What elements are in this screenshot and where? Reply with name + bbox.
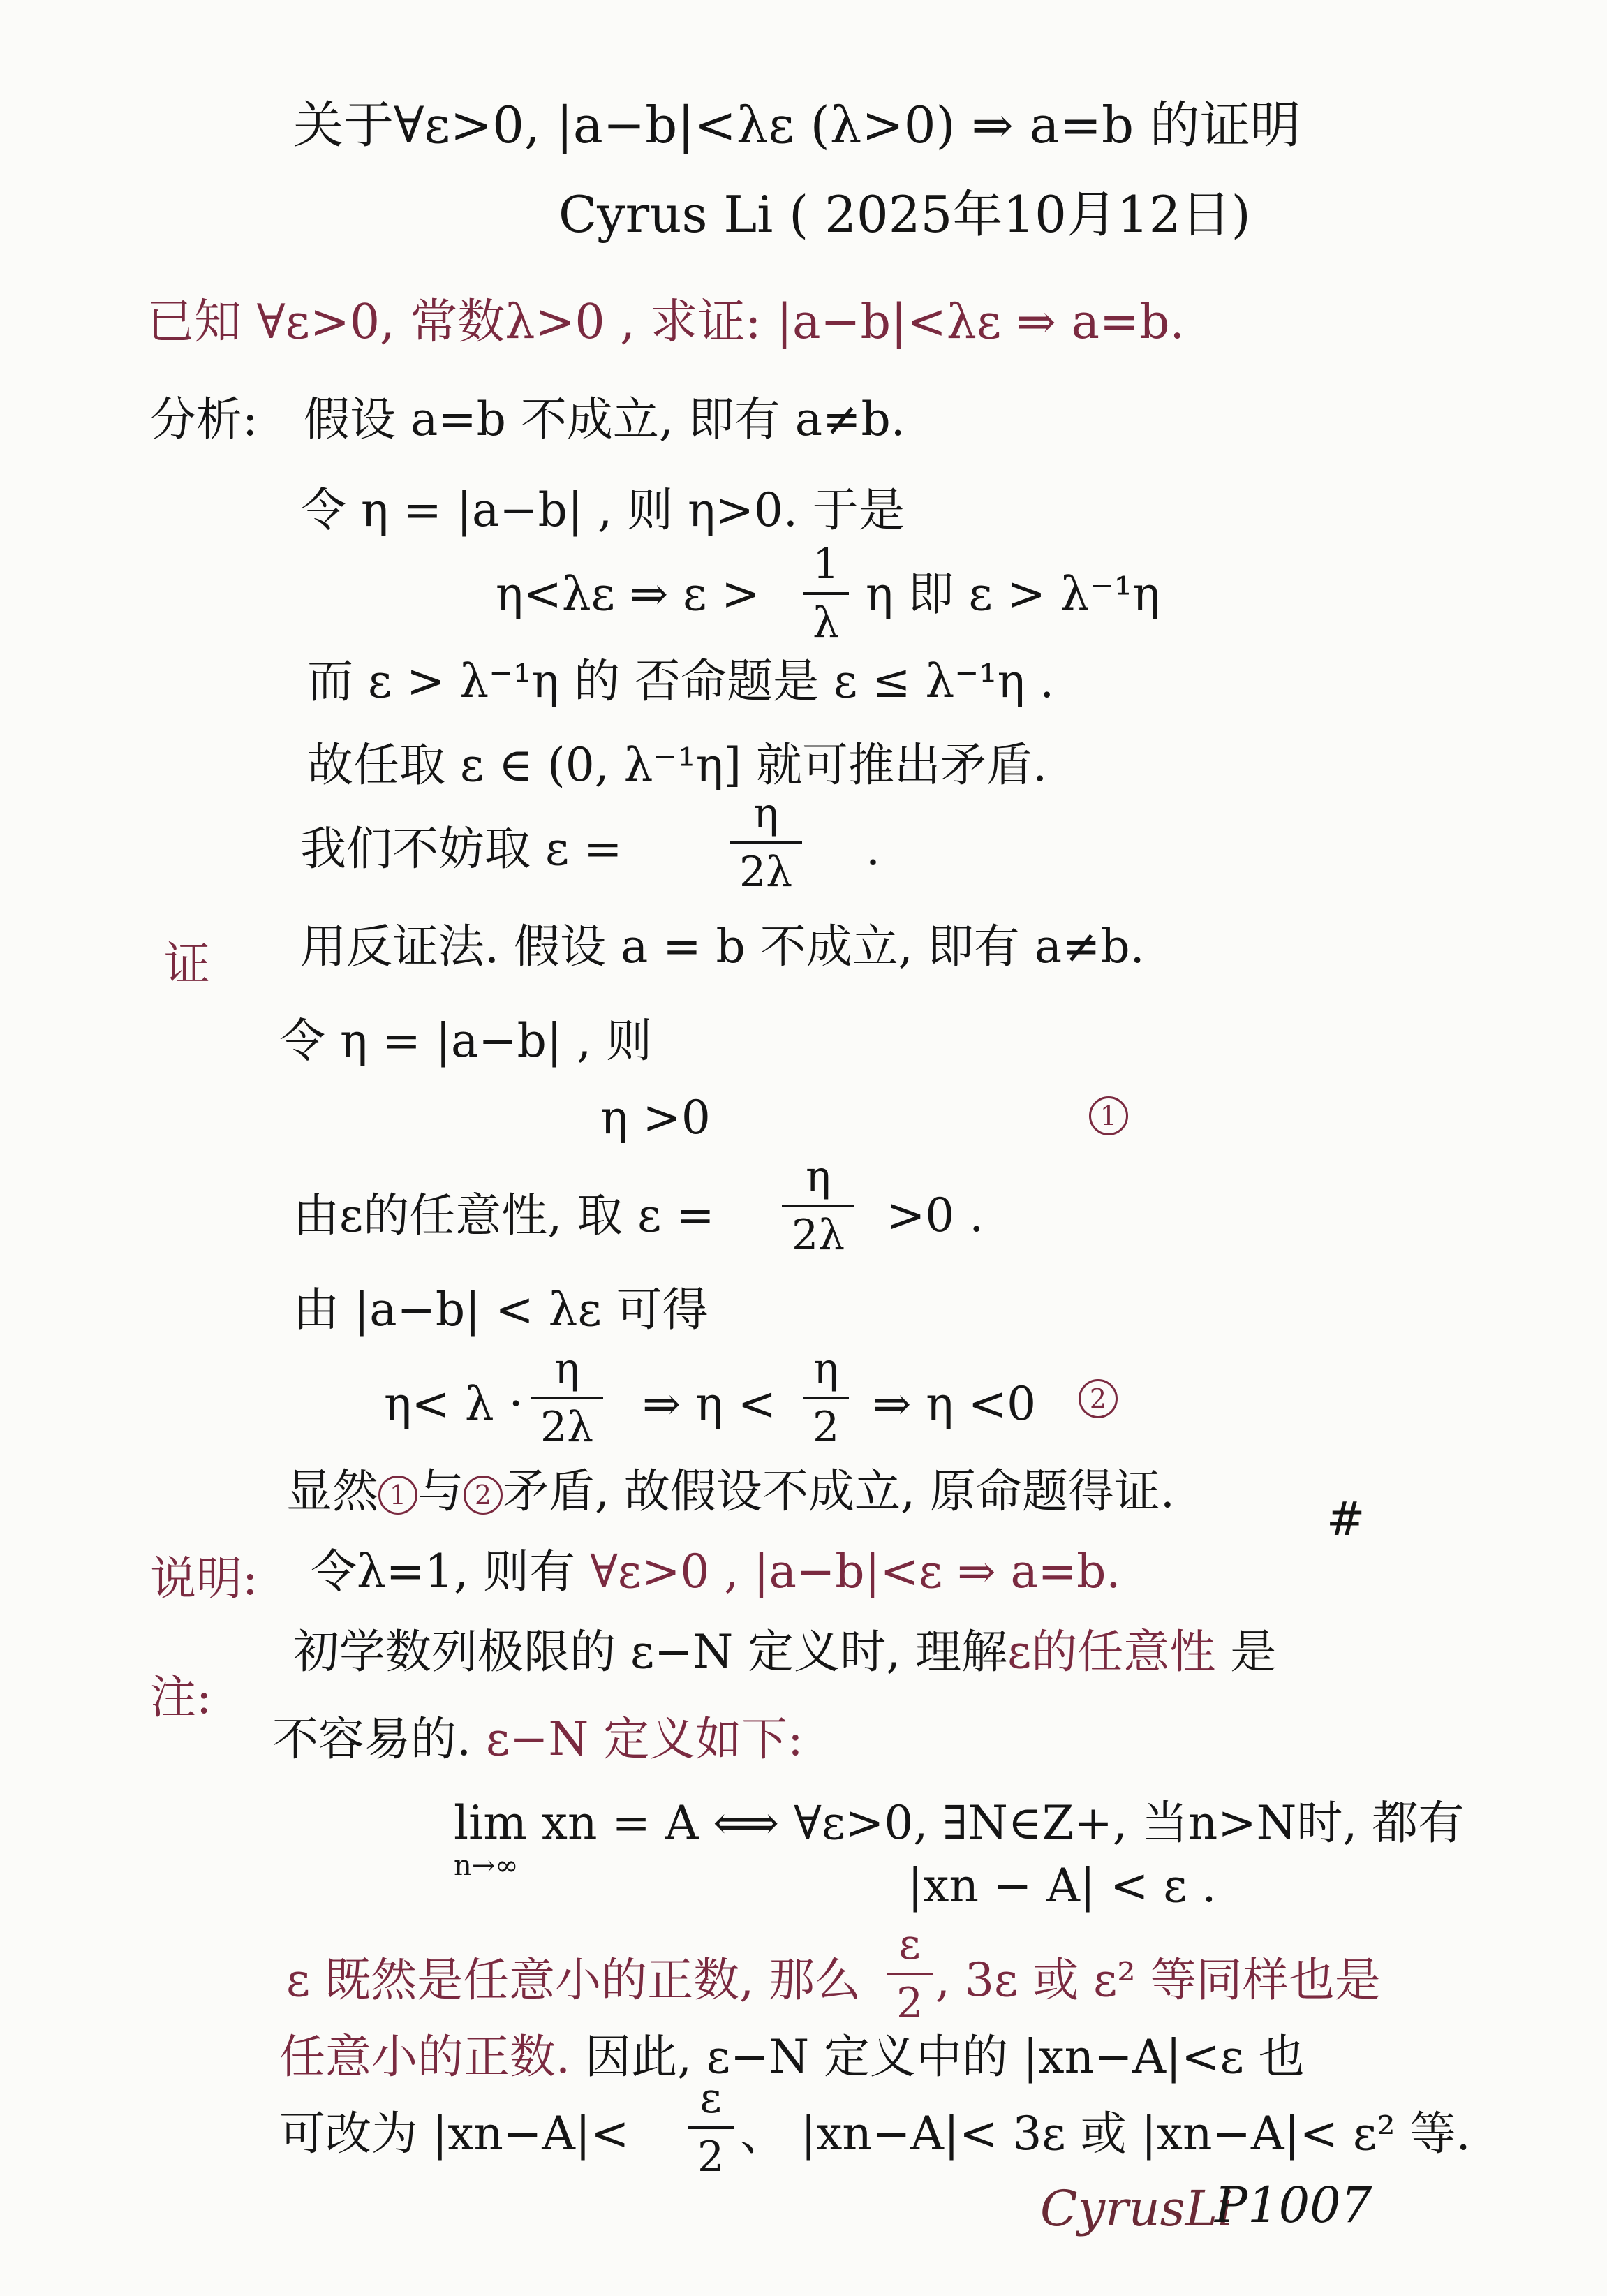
remark-label: 注: — [150, 1670, 212, 1724]
fraction-denominator: 2λ — [782, 1205, 854, 1256]
fraction-denominator: 2λ — [730, 841, 802, 893]
note-label: 说明: — [150, 1552, 258, 1605]
proof-line-6c: ⇒ η <0 — [873, 1377, 1037, 1431]
note-text-red: ∀ε>0 , |a−b|<ε ⇒ a=b. — [590, 1545, 1121, 1598]
fraction-numerator: 1 — [813, 540, 840, 589]
end-of-proof-mark: # — [1326, 1492, 1365, 1546]
proof-line-7-part-b: 与 — [417, 1464, 464, 1518]
fraction-denominator: λ — [803, 592, 849, 644]
remark-line-1-black: 初学数列极限的 ε−N 定义时, 理解 — [293, 1625, 1008, 1679]
page-number: P1007 — [1215, 2177, 1372, 2234]
fraction-numerator: η — [753, 789, 779, 838]
remark-line-2 — [272, 1714, 803, 1765]
remark-line-2-black: 不容易的. — [272, 1712, 471, 1766]
remark-line-1 — [293, 1627, 1276, 1678]
signature: CyrusLi — [1040, 2180, 1234, 2237]
period: . — [866, 822, 880, 876]
analysis-line-3-tail: η 即 ε > λ⁻¹η — [866, 567, 1160, 621]
fraction-denominator: 2λ — [531, 1397, 603, 1448]
proof-line-6b: ⇒ η < — [642, 1377, 777, 1431]
fraction-eta-over-2lambda — [730, 789, 802, 897]
proof-label: 证 — [164, 937, 210, 991]
circled-number: 2 — [464, 1476, 503, 1515]
remark-line-6-black: 因此, ε−N 定义中的 |xn−A|<ε 也 — [584, 2030, 1305, 2084]
proof-line-2: 令 η = |a−b| , 则 — [279, 1014, 653, 1068]
equation-marker-2 — [1079, 1379, 1118, 1418]
fraction-epsilon-over-2 — [887, 1920, 933, 2028]
proof-line-7-part-c: 矛盾, 故假设不成立, 原命题得证. — [503, 1464, 1175, 1518]
remark-line-1-tail: 是 — [1230, 1625, 1277, 1679]
limit-definition: lim xn = A ⟺ ∀ε>0, ∃N∈Z+, 当n>N时, 都有 — [454, 1796, 1465, 1850]
analysis-label: 分析: — [150, 392, 258, 446]
circled-number: 1 — [378, 1476, 417, 1515]
analysis-line-2: 令 η = |a−b| , 则 η>0. 于是 — [300, 483, 905, 537]
limit-inequality: |xn − A| < ε . — [908, 1859, 1217, 1913]
proof-line-4: 由ε的任意性, 取 ε = — [293, 1189, 715, 1242]
fraction-eta-over-2 — [803, 1344, 849, 1452]
fraction-eta-over-2lambda — [782, 1152, 854, 1260]
proof-line-4-tail: >0 . — [887, 1189, 984, 1242]
note-text-black: 令λ=1, 则有 — [311, 1545, 576, 1598]
remark-line-7a: 可改为 |xn−A|< — [279, 2107, 630, 2161]
author-date: Cyrus Li ( 2025年10月12日) — [558, 185, 1251, 244]
remark-line-5-red: ε 既然是任意小的正数, 那么 — [286, 1953, 861, 2007]
circled-number: 2 — [1079, 1379, 1118, 1418]
remark-line-7b: 、 |xn−A|< 3ε 或 |xn−A|< ε² 等. — [740, 2107, 1471, 2161]
remark-line-6-red: 任意小的正数. — [279, 2030, 570, 2084]
proof-line-7 — [286, 1466, 1175, 1517]
fraction-epsilon-over-2 — [688, 2074, 734, 2181]
fraction-eta-over-2lambda — [531, 1344, 603, 1452]
fraction-numerator: η — [806, 1152, 831, 1201]
fraction-denominator: 2 — [688, 2126, 734, 2178]
limit-subscript: n→∞ — [454, 1850, 519, 1882]
proof-line-3: η >0 — [600, 1091, 711, 1145]
equation-marker-1 — [1089, 1096, 1128, 1135]
analysis-line-5: 故任取 ε ∈ (0, λ⁻¹η] 就可推出矛盾. — [307, 738, 1048, 792]
analysis-line-4: 而 ε > λ⁻¹η 的 否命题是 ε ≤ λ⁻¹η . — [307, 654, 1055, 708]
note-text — [311, 1547, 1120, 1598]
analysis-line-3: η<λε ⇒ ε > — [496, 567, 760, 621]
fraction-numerator: η — [554, 1344, 580, 1393]
fraction-denominator: 2 — [887, 1973, 933, 2024]
remark-line-5-tail: , 3ε 或 ε² 等同样也是 — [935, 1953, 1381, 2007]
fraction-numerator: ε — [699, 2074, 722, 2123]
remark-line-2-red: ε−N 定义如下: — [485, 1712, 804, 1766]
proof-line-5: 由 |a−b| < λε 可得 — [293, 1283, 709, 1337]
fraction-denominator: 2 — [803, 1397, 849, 1448]
proof-line-7-part-a: 显然 — [286, 1464, 378, 1518]
proof-line-6a: η< λ · — [384, 1377, 524, 1431]
page-title: 关于∀ε>0, |a−b|<λε (λ>0) ⇒ a=b 的证明 — [293, 96, 1301, 154]
given-statement: 已知 ∀ε>0, 常数λ>0 , 求证: |a−b|<λε ⇒ a=b. — [147, 295, 1185, 350]
fraction-numerator: ε — [898, 1920, 921, 1969]
fraction-one-over-lambda — [803, 540, 849, 647]
proof-line-1: 用反证法. 假设 a = b 不成立, 即有 a≠b. — [300, 920, 1145, 973]
remark-line-6 — [279, 2032, 1305, 2083]
analysis-line-6: 我们不妨取 ε = — [300, 822, 623, 876]
analysis-line-1: 假设 a=b 不成立, 即有 a≠b. — [304, 392, 905, 446]
circled-number: 1 — [1089, 1096, 1128, 1135]
remark-line-1-red: ε的任意性 — [1007, 1625, 1216, 1679]
fraction-numerator: η — [813, 1344, 839, 1393]
